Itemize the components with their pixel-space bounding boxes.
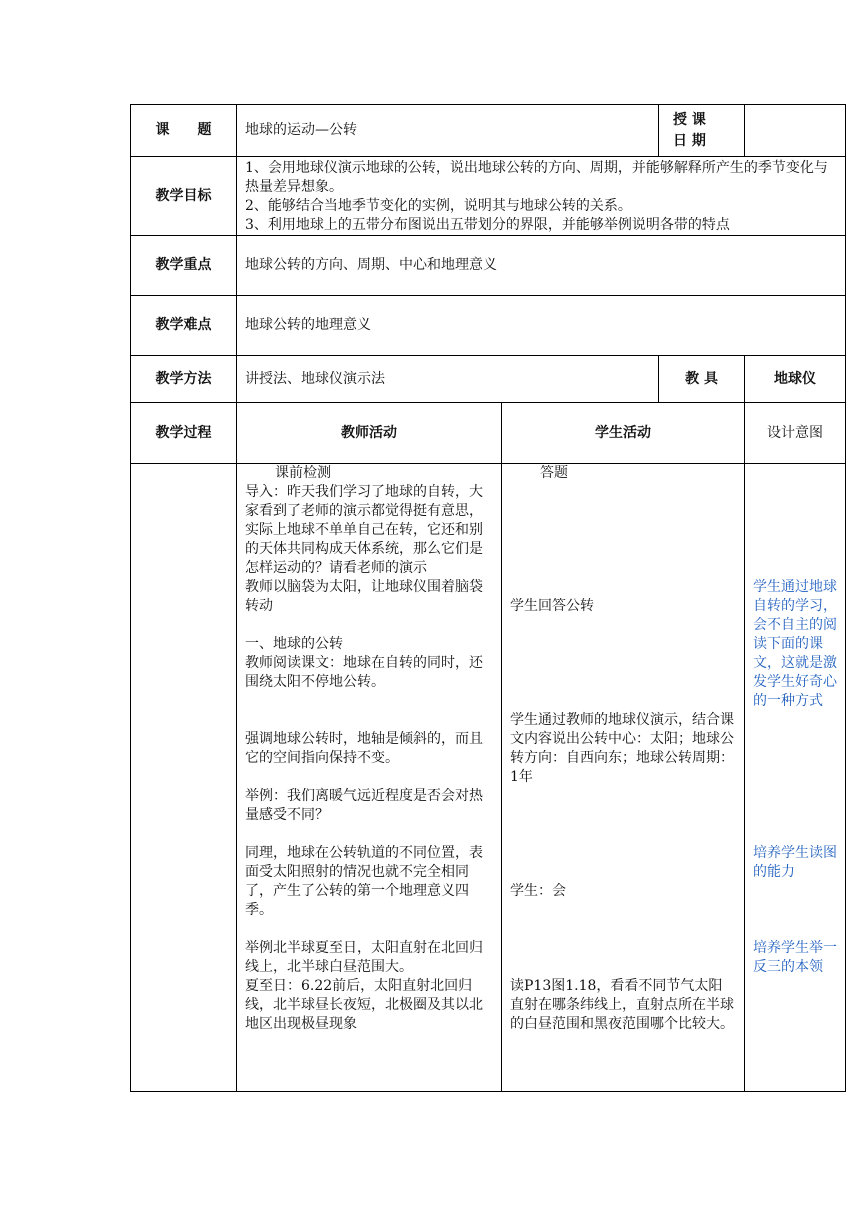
difficulties-value: 地球公转的地理意义: [237, 296, 846, 356]
spacer: [510, 673, 736, 692]
date-label: [659, 105, 745, 157]
key-points-value: 地球公转的方向、周期、中心和地理意义: [237, 236, 846, 296]
spacer: [510, 483, 736, 502]
teacher-activity-header: 教师活动: [237, 403, 502, 464]
methods-row: [131, 356, 846, 403]
spacer: [753, 749, 841, 768]
student-para-5: 读P13图1.18，看看不同节气太阳直射在哪条纬线上，直射点所在半球的白昼范围和黑夜范围哪个比较大。: [510, 978, 734, 1032]
student-para-2: 学生回答公转: [510, 598, 594, 614]
spacer: [510, 635, 736, 654]
spacer: [510, 692, 736, 711]
objectives-row: [131, 157, 846, 236]
teacher-para-6: 强调地球公转时，地轴是倾斜的，而且它的空间指向保持不变。: [245, 731, 483, 766]
lesson-plan-table: [130, 104, 846, 1092]
teacher-para-1: 课前检测: [275, 465, 331, 481]
process-header-row: [131, 403, 846, 464]
teacher-para-4: 一、地球的公转: [245, 636, 343, 652]
spacer: [245, 825, 493, 844]
spacer: [510, 559, 736, 578]
spacer: [753, 502, 841, 521]
spacer: [753, 711, 841, 730]
process-empty-cell: [131, 464, 237, 1092]
spacer: [245, 692, 493, 711]
spacer: [510, 787, 736, 806]
spacer: [510, 958, 736, 977]
spacer: [753, 559, 841, 578]
spacer: [753, 901, 841, 920]
spacer: [753, 730, 841, 749]
topic-row: [131, 105, 846, 157]
objective-item-2: 2、能够结合当地季节变化的实例，说明其与地球公转的关系。: [245, 198, 632, 214]
process-body-row: [131, 464, 846, 1092]
topic-value: 地球的运动—公转: [237, 105, 659, 157]
tools-label: 教 具: [659, 356, 745, 403]
tools-value: 地球仪: [745, 356, 846, 403]
spacer: [753, 920, 841, 939]
methods-label: 教学方法: [131, 356, 237, 403]
spacer: [753, 882, 841, 901]
spacer: [510, 502, 736, 521]
teacher-para-5: 教师阅读课文：地球在自转的同时，还围绕太阳不停地公转。: [245, 655, 483, 690]
spacer: [753, 825, 841, 844]
spacer: [510, 863, 736, 882]
teacher-para-10: 夏至日：6.22前后，太阳直射北回归线，北半球昼长夜短，北极圈及其以北地区出现极昼现象: [245, 978, 483, 1032]
key-points-label: 教学重点: [131, 236, 237, 296]
spacer: [753, 806, 841, 825]
date-label-line-2: 日 期: [673, 132, 706, 149]
date-label-line-1: 授 课: [673, 111, 706, 128]
teacher-para-8: 同理，地球在公转轨道的不同位置，表面受太阳照射的情况也就不完全相同了，产生了公转的第一个地理意义四季。: [245, 845, 483, 918]
spacer: [510, 578, 736, 597]
spacer: [245, 920, 493, 939]
objectives-label: 教学目标: [131, 157, 237, 236]
student-activity-header: 学生活动: [502, 403, 745, 464]
teacher-para-3: 教师以脑袋为太阳，让地球仪围着脑袋转动: [245, 579, 483, 614]
objective-item-3: 3、利用地球上的五带分布图说出五带划分的界限，并能够举例说明各带的特点: [245, 217, 730, 233]
difficulties-row: [131, 296, 846, 356]
topic-label: 课 题: [131, 105, 237, 157]
spacer: [510, 939, 736, 958]
spacer: [753, 464, 841, 483]
student-para-1: 答题: [540, 465, 568, 481]
spacer: [510, 616, 736, 635]
spacer: [753, 483, 841, 502]
teacher-para-9: 举例北半球夏至日，太阳直射在北回归线上，北半球白昼范围大。: [245, 940, 483, 975]
spacer: [510, 844, 736, 863]
student-para-4: 学生：会: [510, 883, 566, 899]
key-points-row: [131, 236, 846, 296]
spacer: [753, 540, 841, 559]
spacer: [510, 654, 736, 673]
student-para-3: 学生通过教师的地球仪演示，结合课文内容说出公转中心：太阳；地球公转方向：自西向东；地球公转周期：1年: [510, 712, 734, 785]
student-activity-cell: [502, 464, 745, 1092]
design-intent-cell: [745, 464, 846, 1092]
spacer: [245, 768, 493, 787]
intent-para-3: 培养学生举一反三的本领: [753, 940, 838, 975]
date-value: [745, 105, 846, 157]
teacher-para-7: 举例：我们离暖气远近程度是否会对热量感受不同？: [245, 788, 483, 823]
design-intent-header: 设计意图: [745, 403, 846, 464]
spacer: [510, 901, 736, 920]
process-label: 教学过程: [131, 403, 237, 464]
spacer: [753, 521, 841, 540]
spacer: [510, 825, 736, 844]
spacer: [245, 616, 493, 635]
spacer: [510, 540, 736, 559]
spacer: [753, 768, 841, 787]
teacher-activity-cell: [237, 464, 502, 1092]
intent-para-2: 培养学生读图的能力: [753, 845, 838, 880]
objective-item-1: 1、会用地球仪演示地球的公转，说出地球公转的方向、周期，并能够解释所产生的季节变化与热量差异想象。: [245, 160, 828, 195]
spacer: [510, 920, 736, 939]
objectives-cell: [237, 157, 846, 236]
spacer: [510, 806, 736, 825]
spacer: [753, 787, 841, 806]
teacher-para-2: 导入：昨天我们学习了地球的自转，大家看到了老师的演示都觉得挺有意思，实际上地球不单单自己在转，它还和别的天体共同构成天体系统，那么它们是怎样运动的？请看老师的演示: [245, 484, 483, 576]
intent-para-1: 学生通过地球自转的学习，会不自主的阅读下面的课文，这就是激发学生好奇心的一种方式: [753, 579, 838, 709]
spacer: [245, 711, 493, 730]
difficulties-label: 教学难点: [131, 296, 237, 356]
spacer: [510, 521, 736, 540]
methods-value: 讲授法、地球仪演示法: [237, 356, 659, 403]
